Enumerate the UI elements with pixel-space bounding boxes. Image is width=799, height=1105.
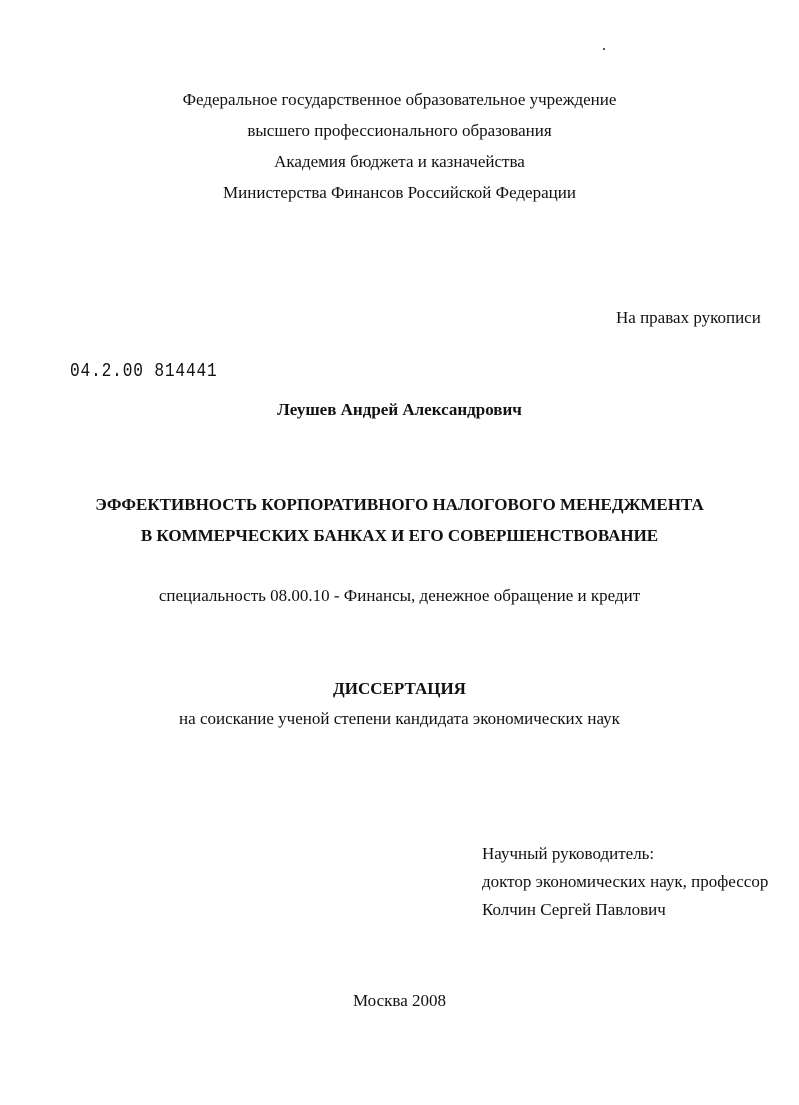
author-name-text: Леушев Андрей Александрович [277,400,522,419]
institution-line: Академия бюджета и казначейства [274,152,525,171]
supervisor-title: доктор экономических наук, профессор [482,872,769,891]
document-type [0,679,799,699]
supervisor-label: Научный руководитель: [482,844,655,863]
document-type-text: ДИССЕРТАЦИЯ [333,679,466,698]
author-name [0,400,799,420]
supervisor-name: Колчин Сергей Павлович [482,900,666,919]
thesis-title-text: ЭФФЕКТИВНОСТЬ КОРПОРАТИВНОГО НАЛОГОВОГО МЕНЕДЖМЕНТА [95,495,704,514]
scan-speck [603,48,605,50]
manuscript-note: На правах рукописи [616,308,761,327]
specialty: специальность 08.00.10 - Финансы, денежное обращение и кредит [158,586,641,605]
institution-line: Министерства Финансов Российской Федерации [223,183,576,202]
thesis-title-text: В КОММЕРЧЕСКИХ БАНКАХ И ЕГО СОВЕРШЕНСТВОВАНИЕ [140,526,659,545]
thesis-title-line [0,495,799,515]
city-year: Москва 2008 [352,991,447,1010]
degree: на соискание ученой степени кандидата экономических наук [179,709,620,728]
institution-line: высшего профессионального образования [247,121,552,140]
archive-stamp: 04.2.00 814441 [70,360,218,382]
thesis-title-line [0,526,799,546]
institution-line: Федеральное государственное образовательное учреждение [182,90,617,109]
